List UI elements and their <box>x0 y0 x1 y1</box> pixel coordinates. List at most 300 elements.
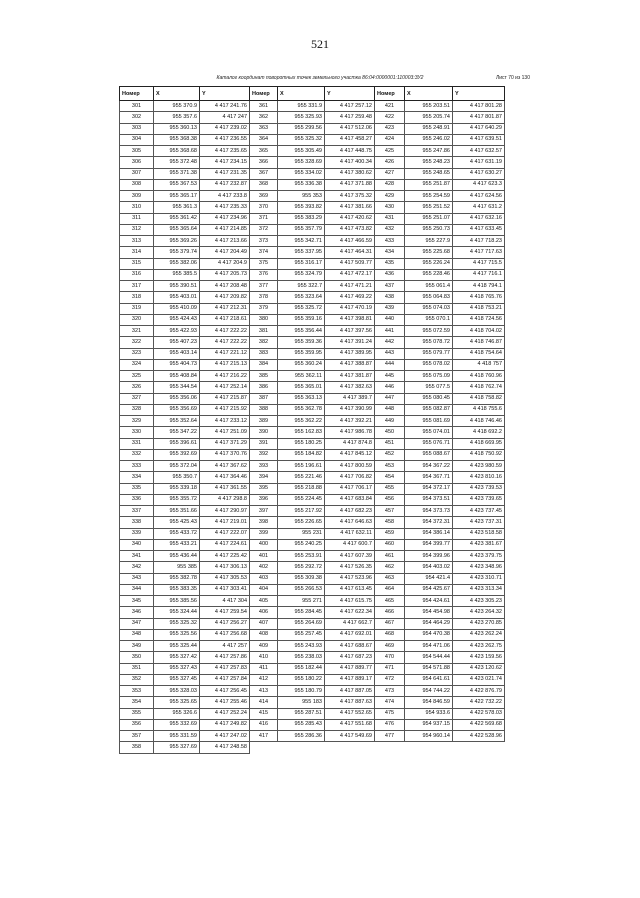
table-row <box>375 517 505 528</box>
y-coordinate: 4 423 264.32 <box>453 607 505 618</box>
y-coordinate: 4 417 397.56 <box>325 326 375 337</box>
x-coordinate: 955 407.23 <box>154 337 200 348</box>
x-coordinate: 955 325.72 <box>278 303 325 314</box>
table-row <box>250 528 375 539</box>
y-coordinate: 4 417 380.62 <box>325 168 375 179</box>
y-coordinate: 4 417 256.27 <box>200 618 250 629</box>
x-coordinate: 955 325.93 <box>278 112 325 123</box>
point-number: 456 <box>375 494 405 505</box>
y-coordinate: 4 422 578.03 <box>453 708 505 719</box>
point-number: 409 <box>250 641 278 652</box>
y-coordinate: 4 417 392.21 <box>325 416 375 427</box>
point-number: 365 <box>250 146 278 157</box>
table-row <box>250 213 375 224</box>
x-coordinate: 955 359.16 <box>278 314 325 325</box>
x-coordinate: 955 360.24 <box>278 359 325 370</box>
x-coordinate: 955 324.79 <box>278 269 325 280</box>
x-coordinate: 954 471.06 <box>405 641 453 652</box>
y-coordinate: 4 417 390.99 <box>325 404 375 415</box>
table-row <box>375 292 505 303</box>
point-number: 316 <box>120 269 154 280</box>
x-coordinate: 954 933.6 <box>405 708 453 719</box>
x-coordinate: 955 408.84 <box>154 371 200 382</box>
x-coordinate: 955 285.43 <box>278 719 325 730</box>
point-number: 412 <box>250 674 278 685</box>
table-row <box>120 281 250 292</box>
table-row <box>375 573 505 584</box>
x-coordinate: 954 846.59 <box>405 697 453 708</box>
table-row <box>250 292 375 303</box>
table-row <box>375 179 505 190</box>
x-coordinate: 954 544.44 <box>405 652 453 663</box>
y-coordinate: 4 417 469.22 <box>325 292 375 303</box>
x-coordinate: 955 228.46 <box>405 269 453 280</box>
point-number: 326 <box>120 382 154 393</box>
x-coordinate: 955 382.06 <box>154 258 200 269</box>
x-coordinate: 955 284.45 <box>278 607 325 618</box>
x-coordinate: 955 286.36 <box>278 731 325 742</box>
point-number: 327 <box>120 393 154 404</box>
table-row <box>120 663 250 674</box>
y-coordinate: 4 417 204.49 <box>200 247 250 258</box>
x-coordinate: 955 383.35 <box>154 584 200 595</box>
table-row <box>250 393 375 404</box>
x-coordinate: 955 393.82 <box>278 202 325 213</box>
table-row <box>375 382 505 393</box>
x-coordinate: 955 327.42 <box>154 652 200 663</box>
point-number: 301 <box>120 101 154 112</box>
x-coordinate: 955 370.9 <box>154 101 200 112</box>
x-coordinate: 955 372.04 <box>154 461 200 472</box>
y-coordinate: 4 417 371.29 <box>200 438 250 449</box>
point-number: 464 <box>375 584 405 595</box>
y-coordinate: 4 417 845.12 <box>325 449 375 460</box>
x-coordinate: 955 243.93 <box>278 641 325 652</box>
x-coordinate: 954 470.38 <box>405 629 453 640</box>
table-row <box>120 359 250 370</box>
table-row <box>250 461 375 472</box>
x-coordinate: 955 356.06 <box>154 393 200 404</box>
point-number: 435 <box>375 258 405 269</box>
x-coordinate: 955 334.02 <box>278 168 325 179</box>
y-coordinate: 4 417 235.33 <box>200 202 250 213</box>
point-number: 421 <box>375 101 405 112</box>
y-coordinate: 4 417 687.23 <box>325 652 375 663</box>
point-number: 315 <box>120 258 154 269</box>
y-coordinate: 4 418 746.87 <box>453 337 505 348</box>
x-coordinate: 955 327.43 <box>154 663 200 674</box>
point-number: 451 <box>375 438 405 449</box>
table-row <box>250 371 375 382</box>
y-coordinate: 4 417 706.17 <box>325 483 375 494</box>
x-coordinate: 955 248.23 <box>405 157 453 168</box>
point-number: 333 <box>120 461 154 472</box>
point-number: 364 <box>250 134 278 145</box>
y-coordinate: 4 417 639.51 <box>453 134 505 145</box>
table-row <box>375 416 505 427</box>
y-coordinate: 4 417 247.02 <box>200 731 250 742</box>
x-coordinate: 955 266.53 <box>278 584 325 595</box>
x-coordinate: 955 326.6 <box>154 708 200 719</box>
point-number: 353 <box>120 686 154 697</box>
y-coordinate: 4 417 306.13 <box>200 562 250 573</box>
y-coordinate: 4 417 255.46 <box>200 697 250 708</box>
x-coordinate: 955 064.83 <box>405 292 453 303</box>
point-number: 387 <box>250 393 278 404</box>
table-row <box>250 258 375 269</box>
x-coordinate: 955 251.52 <box>405 202 453 213</box>
y-coordinate: 4 417 247 <box>200 112 250 123</box>
header-x: X <box>405 87 453 101</box>
y-coordinate: 4 417 252.14 <box>200 382 250 393</box>
table-row <box>120 269 250 280</box>
point-number: 304 <box>120 134 154 145</box>
table-row <box>250 281 375 292</box>
table-row <box>250 168 375 179</box>
header-y: Y <box>453 87 505 101</box>
x-coordinate: 954 367.22 <box>405 461 453 472</box>
x-coordinate: 955 356.69 <box>154 404 200 415</box>
point-number: 400 <box>250 539 278 550</box>
y-coordinate: 4 417 464.31 <box>325 247 375 258</box>
table-row <box>250 326 375 337</box>
x-coordinate: 955 368.38 <box>154 134 200 145</box>
table-row <box>250 652 375 663</box>
point-number: 345 <box>120 596 154 607</box>
point-number: 393 <box>250 461 278 472</box>
table-row <box>375 404 505 415</box>
table-row <box>250 731 375 742</box>
y-coordinate: 4 417 682.23 <box>325 506 375 517</box>
table-row <box>120 224 250 235</box>
table-row <box>120 393 250 404</box>
table-row <box>250 663 375 674</box>
point-number: 341 <box>120 551 154 562</box>
table-row <box>250 719 375 730</box>
header-x: X <box>278 87 325 101</box>
y-coordinate: 4 417 256.45 <box>200 686 250 697</box>
table-row <box>375 202 505 213</box>
point-number: 314 <box>120 247 154 258</box>
x-coordinate: 955 251.07 <box>405 213 453 224</box>
point-number: 381 <box>250 326 278 337</box>
table-row <box>120 461 250 472</box>
table-row <box>250 303 375 314</box>
point-number: 350 <box>120 652 154 663</box>
point-number: 477 <box>375 731 405 742</box>
y-coordinate: 4 417 472.17 <box>325 269 375 280</box>
y-coordinate: 4 417 640.29 <box>453 123 505 134</box>
point-number: 356 <box>120 719 154 730</box>
table-row <box>375 123 505 134</box>
y-coordinate: 4 417 249.82 <box>200 719 250 730</box>
table-row <box>375 652 505 663</box>
table-row <box>375 618 505 629</box>
point-number: 386 <box>250 382 278 393</box>
x-coordinate: 954 373.51 <box>405 494 453 505</box>
table-row <box>120 427 250 438</box>
header-x: X <box>154 87 200 101</box>
table-row <box>250 629 375 640</box>
point-number: 416 <box>250 719 278 730</box>
y-coordinate: 4 417 683.84 <box>325 494 375 505</box>
x-coordinate: 955 337.95 <box>278 247 325 258</box>
x-coordinate: 955 082.87 <box>405 404 453 415</box>
point-number: 453 <box>375 461 405 472</box>
y-coordinate: 4 417 367.62 <box>200 461 250 472</box>
table-row <box>120 337 250 348</box>
point-number: 322 <box>120 337 154 348</box>
y-coordinate: 4 417 624.56 <box>453 191 505 202</box>
table-row <box>120 123 250 134</box>
point-number: 462 <box>375 562 405 573</box>
y-coordinate: 4 417 204.9 <box>200 258 250 269</box>
y-coordinate: 4 417 551.68 <box>325 719 375 730</box>
y-coordinate: 4 417 549.69 <box>325 731 375 742</box>
x-coordinate: 955 248.91 <box>405 123 453 134</box>
y-coordinate: 4 418 758.82 <box>453 393 505 404</box>
x-coordinate: 955 218.88 <box>278 483 325 494</box>
x-coordinate: 955 264.69 <box>278 618 325 629</box>
table-row <box>120 326 250 337</box>
y-coordinate: 4 417 801.87 <box>453 112 505 123</box>
table-row <box>120 314 250 325</box>
point-number: 349 <box>120 641 154 652</box>
point-number: 430 <box>375 202 405 213</box>
table-row <box>120 202 250 213</box>
y-coordinate: 4 417 887.05 <box>325 686 375 697</box>
table-row <box>120 719 250 730</box>
x-coordinate: 955 205.74 <box>405 112 453 123</box>
table-row <box>120 517 250 528</box>
point-number: 463 <box>375 573 405 584</box>
y-coordinate: 4 417 716.1 <box>453 269 505 280</box>
table-row <box>250 112 375 123</box>
x-coordinate: 955 217.92 <box>278 506 325 517</box>
x-coordinate: 955 327.45 <box>154 674 200 685</box>
point-number: 444 <box>375 359 405 370</box>
x-coordinate: 955 325.32 <box>278 134 325 145</box>
x-coordinate: 955 248.65 <box>405 168 453 179</box>
y-coordinate: 4 417 215.13 <box>200 359 250 370</box>
y-coordinate: 4 417 218.61 <box>200 314 250 325</box>
y-coordinate: 4 417 632.11 <box>325 528 375 539</box>
table-row <box>375 449 505 460</box>
x-coordinate: 955 180.22 <box>278 674 325 685</box>
table-row <box>120 168 250 179</box>
x-coordinate: 955 254.59 <box>405 191 453 202</box>
x-coordinate: 955 404.73 <box>154 359 200 370</box>
point-number: 362 <box>250 112 278 123</box>
x-coordinate: 955 365.17 <box>154 191 200 202</box>
y-coordinate: 4 417 215.92 <box>200 404 250 415</box>
point-number: 471 <box>375 663 405 674</box>
point-number: 330 <box>120 427 154 438</box>
y-coordinate: 4 417 257.83 <box>200 663 250 674</box>
x-coordinate: 955 078.02 <box>405 359 453 370</box>
table-row <box>120 596 250 607</box>
x-coordinate: 955 410.09 <box>154 303 200 314</box>
x-coordinate: 955 299.56 <box>278 123 325 134</box>
y-coordinate: 4 417 375.32 <box>325 191 375 202</box>
table-row <box>375 314 505 325</box>
table-row <box>375 719 505 730</box>
y-coordinate: 4 417 632.57 <box>453 146 505 157</box>
x-coordinate: 955 316.17 <box>278 258 325 269</box>
point-number: 344 <box>120 584 154 595</box>
table-row <box>120 506 250 517</box>
point-number: 343 <box>120 573 154 584</box>
point-number: 434 <box>375 247 405 258</box>
y-coordinate: 4 423 159.56 <box>453 652 505 663</box>
x-coordinate: 955 250.73 <box>405 224 453 235</box>
table-row <box>375 629 505 640</box>
x-coordinate: 955 357.79 <box>278 224 325 235</box>
table-row <box>375 461 505 472</box>
y-coordinate: 4 417 466.59 <box>325 236 375 247</box>
x-coordinate: 955 379.74 <box>154 247 200 258</box>
table-row <box>375 674 505 685</box>
x-coordinate: 955 365.01 <box>278 382 325 393</box>
y-coordinate: 4 417 259.54 <box>200 607 250 618</box>
table-row <box>120 573 250 584</box>
table-row <box>375 101 505 112</box>
point-number: 465 <box>375 596 405 607</box>
y-coordinate: 4 417 257.86 <box>200 652 250 663</box>
y-coordinate: 4 423 739.53 <box>453 483 505 494</box>
table-row <box>120 539 250 550</box>
point-number: 382 <box>250 337 278 348</box>
table-row <box>120 348 250 359</box>
table-row <box>375 337 505 348</box>
x-coordinate: 955 382.78 <box>154 573 200 584</box>
point-number: 407 <box>250 618 278 629</box>
y-coordinate: 4 417 212.31 <box>200 303 250 314</box>
x-coordinate: 955 403.14 <box>154 348 200 359</box>
x-coordinate: 955 287.51 <box>278 708 325 719</box>
y-coordinate: 4 422 732.22 <box>453 697 505 708</box>
point-number: 371 <box>250 213 278 224</box>
y-coordinate: 4 417 214.85 <box>200 224 250 235</box>
y-coordinate: 4 417 692.01 <box>325 629 375 640</box>
point-number: 337 <box>120 506 154 517</box>
table-row <box>375 269 505 280</box>
point-number: 431 <box>375 213 405 224</box>
point-number: 310 <box>120 202 154 213</box>
point-number: 436 <box>375 269 405 280</box>
point-number: 403 <box>250 573 278 584</box>
y-coordinate: 4 417 458.27 <box>325 134 375 145</box>
y-coordinate: 4 417 370.76 <box>200 449 250 460</box>
coordinates-table-1 <box>119 86 250 754</box>
y-coordinate: 4 417 874.8 <box>325 438 375 449</box>
point-number: 323 <box>120 348 154 359</box>
point-number: 380 <box>250 314 278 325</box>
table-row <box>375 146 505 157</box>
table-row <box>250 449 375 460</box>
table-row <box>250 573 375 584</box>
y-coordinate: 4 417 389.7 <box>325 393 375 404</box>
x-coordinate: 955 331.9 <box>278 101 325 112</box>
table-row <box>120 652 250 663</box>
point-number: 443 <box>375 348 405 359</box>
table-row <box>375 168 505 179</box>
x-coordinate: 954 641.61 <box>405 674 453 685</box>
y-coordinate: 4 417 290.97 <box>200 506 250 517</box>
y-coordinate: 4 418 750.92 <box>453 449 505 460</box>
y-coordinate: 4 417 222.22 <box>200 337 250 348</box>
y-coordinate: 4 417 889.17 <box>325 674 375 685</box>
point-number: 334 <box>120 472 154 483</box>
x-coordinate: 955 339.18 <box>154 483 200 494</box>
point-number: 469 <box>375 641 405 652</box>
point-number: 338 <box>120 517 154 528</box>
y-coordinate: 4 417 231.35 <box>200 168 250 179</box>
point-number: 375 <box>250 258 278 269</box>
y-coordinate: 4 418 669.95 <box>453 438 505 449</box>
table-row <box>120 371 250 382</box>
table-row <box>375 281 505 292</box>
y-coordinate: 4 417 234.15 <box>200 157 250 168</box>
y-coordinate: 4 417 600.7 <box>325 539 375 550</box>
y-coordinate: 4 423 518.58 <box>453 528 505 539</box>
point-number: 447 <box>375 393 405 404</box>
table-row <box>375 663 505 674</box>
point-number: 408 <box>250 629 278 640</box>
y-coordinate: 4 417 623.3 <box>453 179 505 190</box>
x-coordinate: 955 088.67 <box>405 449 453 460</box>
table-row <box>375 483 505 494</box>
x-coordinate: 955 271 <box>278 596 325 607</box>
table-row <box>120 157 250 168</box>
table-row <box>250 618 375 629</box>
x-coordinate: 955 061.4 <box>405 281 453 292</box>
x-coordinate: 955 350.7 <box>154 472 200 483</box>
y-coordinate: 4 417 232.87 <box>200 179 250 190</box>
x-coordinate: 955 385.56 <box>154 596 200 607</box>
table-row <box>120 134 250 145</box>
table-row <box>375 371 505 382</box>
table-row <box>250 202 375 213</box>
table-row <box>250 337 375 348</box>
y-coordinate: 4 417 509.77 <box>325 258 375 269</box>
table-row <box>120 562 250 573</box>
point-number: 358 <box>120 742 154 753</box>
y-coordinate: 4 417 526.35 <box>325 562 375 573</box>
x-coordinate: 954 421.4 <box>405 573 453 584</box>
table-row <box>250 134 375 145</box>
table-row <box>375 506 505 517</box>
x-coordinate: 955 324.44 <box>154 607 200 618</box>
x-coordinate: 955 081.69 <box>405 416 453 427</box>
point-number: 390 <box>250 427 278 438</box>
y-coordinate: 4 417 800.59 <box>325 461 375 472</box>
point-number: 342 <box>120 562 154 573</box>
x-coordinate: 955 371.38 <box>154 168 200 179</box>
point-number: 467 <box>375 618 405 629</box>
point-number: 448 <box>375 404 405 415</box>
table-row <box>250 146 375 157</box>
table-row <box>120 404 250 415</box>
y-coordinate: 4 418 794.1 <box>453 281 505 292</box>
point-number: 361 <box>250 101 278 112</box>
point-number: 423 <box>375 123 405 134</box>
point-number: 474 <box>375 697 405 708</box>
x-coordinate: 955 383.29 <box>278 213 325 224</box>
y-coordinate: 4 417 222.22 <box>200 326 250 337</box>
y-coordinate: 4 417 801.28 <box>453 101 505 112</box>
table-row <box>250 382 375 393</box>
